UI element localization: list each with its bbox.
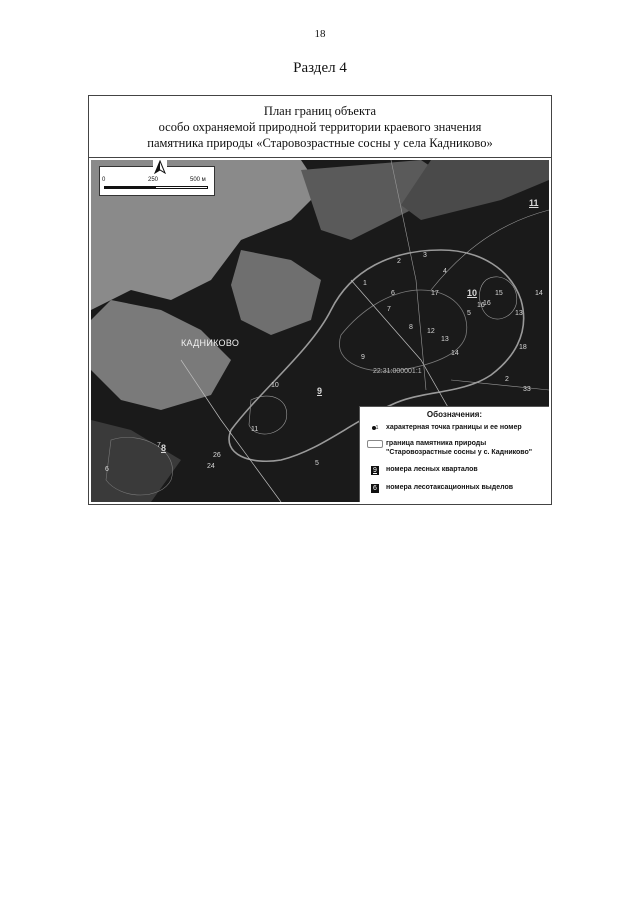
legend-title: Обозначения: bbox=[426, 410, 483, 419]
point-number: 7 bbox=[387, 306, 391, 313]
quarter-number-icon: 9 bbox=[364, 465, 386, 475]
plan-title-line-1: План границ объекта bbox=[263, 103, 377, 118]
stand-number: 2 bbox=[505, 376, 509, 383]
map-legend bbox=[359, 406, 549, 502]
stand-number: 7 bbox=[157, 442, 161, 449]
quarter-number: 11 bbox=[529, 198, 539, 208]
stand-number: 13 bbox=[515, 310, 523, 317]
point-number: 4 bbox=[443, 268, 447, 275]
point-number: 1 bbox=[363, 280, 367, 287]
boundary-point-icon bbox=[364, 423, 386, 433]
point-number: 5 bbox=[467, 310, 471, 317]
point-number: 2 bbox=[397, 258, 401, 265]
stand-number: 14 bbox=[535, 290, 543, 297]
point-number: 13 bbox=[441, 336, 449, 343]
quarter-number: 8 bbox=[161, 443, 167, 453]
legend-label: номера лесных кварталов bbox=[386, 466, 478, 473]
scale-bar bbox=[104, 186, 208, 189]
point-number: 9 bbox=[361, 354, 365, 361]
quarter-number: 10 bbox=[467, 288, 478, 298]
stand-number: 33 bbox=[523, 386, 531, 393]
stand-number: 26 bbox=[213, 452, 221, 459]
legend-item-quarter bbox=[364, 465, 478, 475]
point-number: 6 bbox=[391, 290, 395, 297]
legend-label: характерная точка границы и ее номер bbox=[386, 424, 522, 431]
plan-title bbox=[89, 96, 551, 158]
point-number: 3 bbox=[423, 252, 427, 259]
point-number: 16 bbox=[483, 300, 491, 307]
stand-number: 24 bbox=[207, 463, 215, 470]
point-number: 12 bbox=[427, 328, 435, 335]
stand-number: 6 bbox=[105, 466, 109, 473]
point-number: 15 bbox=[495, 290, 503, 297]
point-number: 10 bbox=[271, 382, 279, 389]
north-arrow-icon bbox=[153, 160, 167, 174]
legend-item-boundary bbox=[364, 439, 546, 457]
scale-label-0: 0 bbox=[102, 177, 106, 183]
point-number: 14 bbox=[451, 350, 459, 357]
section-title: Раздел 4 bbox=[293, 60, 347, 76]
scale-label-500: 500 м bbox=[190, 177, 206, 183]
plan-title-line-3: памятника природы «Старовозрастные сосны у села Кадниково» bbox=[147, 135, 493, 150]
plan-title-line-2: особо охраняемой природной территории краевого значения bbox=[158, 119, 482, 134]
point-number: 8 bbox=[409, 324, 413, 331]
quarter-number: 9 bbox=[317, 386, 323, 396]
village-label: КАДНИКОВО bbox=[181, 338, 240, 348]
plan-frame bbox=[88, 95, 552, 505]
cadastral-code: 22:31:000001:1 bbox=[373, 368, 422, 375]
legend-item-stand bbox=[364, 483, 513, 493]
map-image bbox=[91, 160, 549, 502]
legend-item-point bbox=[364, 423, 522, 433]
legend-label: номера лесотаксационных выделов bbox=[386, 484, 514, 491]
scale-label-250: 250 bbox=[148, 177, 159, 183]
legend-label: граница памятника природы "Старовозрастные сосны у с. Кадниково" bbox=[386, 440, 533, 456]
point-number: 11 bbox=[251, 426, 259, 433]
stand-number: 5 bbox=[315, 460, 319, 467]
stand-number: 16 bbox=[477, 302, 485, 309]
page-number: 18 bbox=[314, 28, 326, 40]
legend-point-symbol: 1 bbox=[375, 425, 379, 431]
point-number: 17 bbox=[431, 290, 439, 297]
stand-number: 18 bbox=[519, 344, 527, 351]
stand-number-icon: 6 bbox=[364, 483, 386, 493]
boundary-line-icon bbox=[364, 439, 386, 449]
scale-bar-fill bbox=[105, 187, 156, 188]
